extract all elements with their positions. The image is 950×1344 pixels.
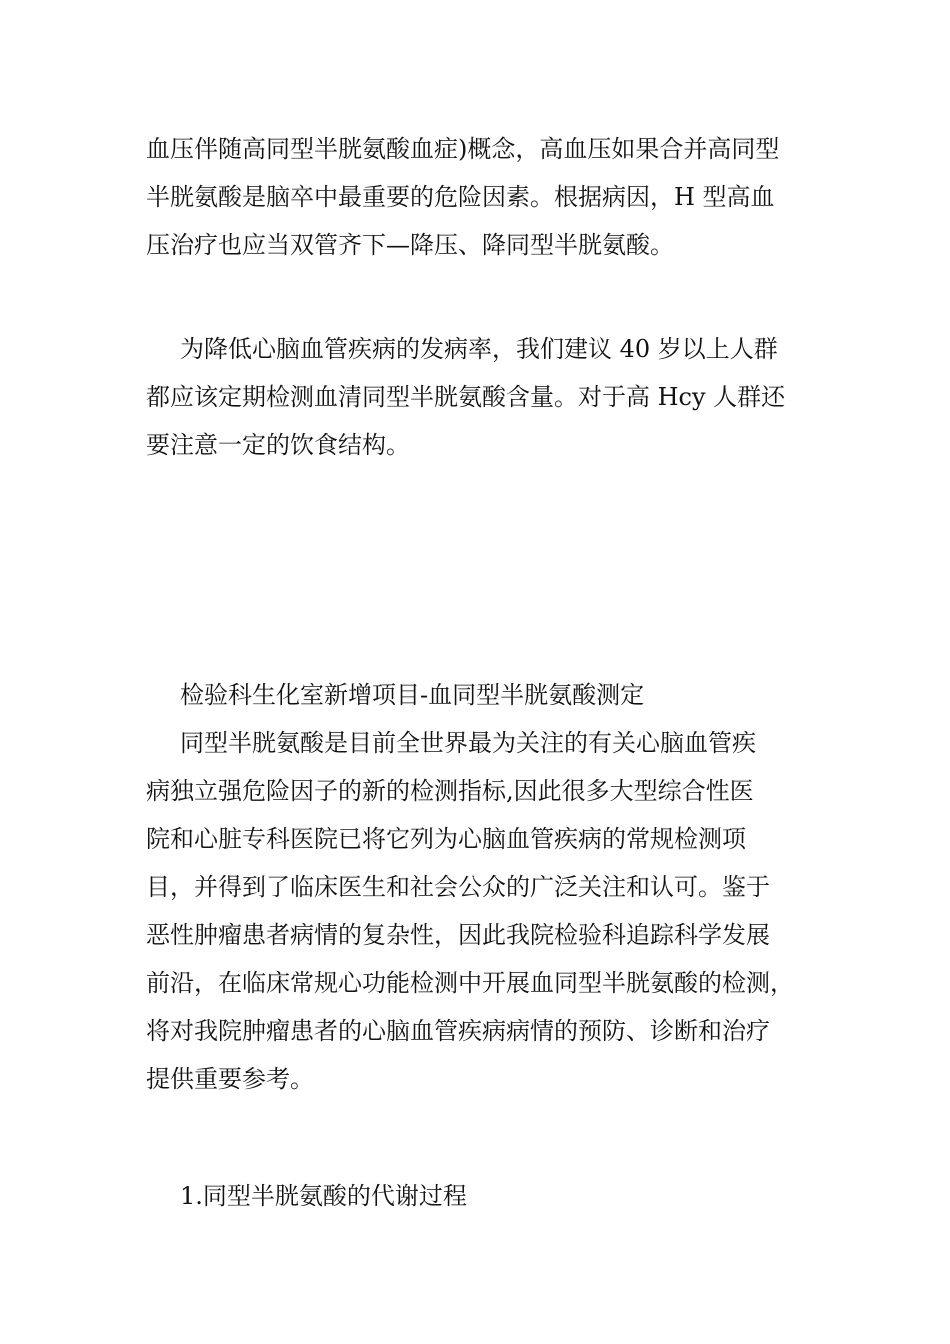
- paragraph-new-test-item: [146, 671, 818, 1103]
- paragraph-metabolism-heading: [146, 1172, 818, 1220]
- text-line: 为降低心脑血管疾病的发病率，我们建议 40 岁以上人群: [180, 335, 778, 363]
- text-line: 血压伴随高同型半胱氨酸血症)概念，高血压如果合并高同型: [146, 135, 780, 163]
- text-line: 要注意一定的饮食结构。: [146, 431, 410, 459]
- text-line: 半胱氨酸是脑卒中最重要的危险因素。根据病因，H 型高血: [146, 183, 775, 211]
- text-line: 同型半胱氨酸是目前全世界最为关注的有关心脑血管疾: [180, 729, 756, 757]
- text-line: 前沿，在临床常规心功能检测中开展血同型半胱氨酸的检测，: [146, 969, 794, 997]
- text-line: 压治疗也应当双管齐下—降压、降同型半胱氨酸。: [146, 231, 674, 259]
- text-line: 目，并得到了临床医生和社会公众的广泛关注和认可。鉴于: [146, 873, 770, 901]
- text-line: 将对我院肿瘤患者的心脑血管疾病病情的预防、诊断和治疗: [146, 1017, 770, 1045]
- paragraph-recommendation: [146, 325, 818, 469]
- section-heading: 检验科生化室新增项目-血同型半胱氨酸测定: [180, 681, 645, 709]
- paragraph-hypertension: [146, 125, 818, 269]
- text-line: 提供重要参考。: [146, 1065, 314, 1093]
- numbered-heading: 1.同型半胱氨酸的代谢过程: [180, 1182, 467, 1210]
- text-line: 院和心脏专科医院已将它列为心脑血管疾病的常规检测项: [146, 825, 746, 853]
- text-line: 恶性肿瘤患者病情的复杂性，因此我院检验科追踪科学发展: [146, 921, 770, 949]
- text-line: 病独立强危险因子的新的检测指标,因此很多大型综合性医: [146, 777, 754, 805]
- text-line: 都应该定期检测血清同型半胱氨酸含量。对于高 Hcy 人群还: [146, 383, 786, 411]
